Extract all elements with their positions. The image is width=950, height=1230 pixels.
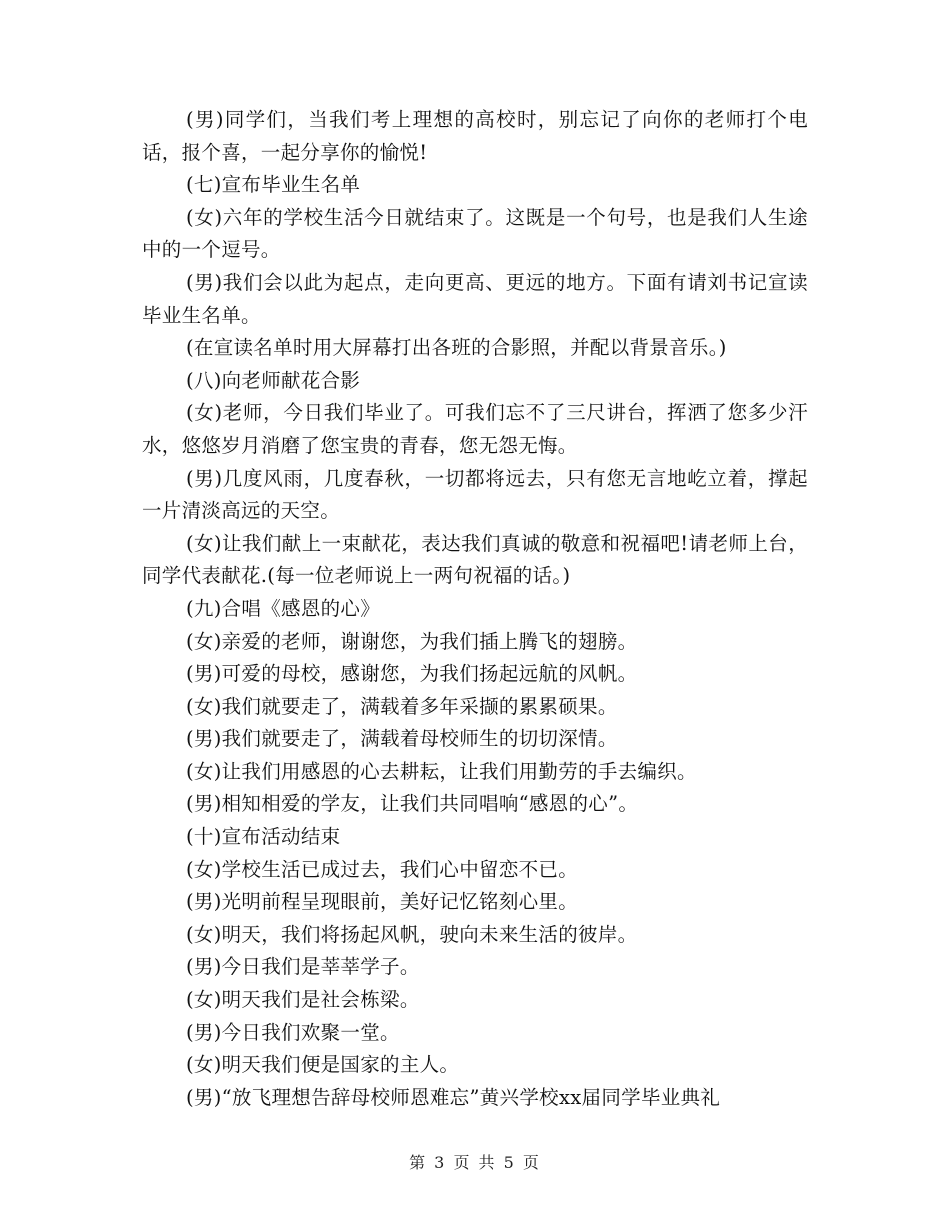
page-footer: 第 3 页 共 5 页	[409, 1153, 541, 1172]
paragraph: (男)我们会以此为起点，走向更高、更远的地方。下面有请刘书记宣读毕业生名单。	[142, 270, 808, 327]
paragraph: (女)让我们用感恩的心去耕耘，让我们用勤劳的手去编织。	[186, 759, 697, 783]
section-heading: (九)合唱《感恩的心》	[186, 596, 381, 620]
paragraph: (女)我们就要走了，满载着多年采撷的累累硕果。	[186, 694, 618, 718]
paragraph: (女)六年的学校生活今日就结束了。这既是一个句号，也是我们人生途中的一个逗号。	[142, 205, 808, 262]
paragraph: (男)我们就要走了，满载着母校师生的切切深情。	[186, 727, 618, 751]
paragraph: (男)“放飞理想告辞母校师恩难忘”黄兴学校xx届同学毕业典礼	[186, 1085, 721, 1109]
paragraph: (女)明天，我们将扬起风帆，驶向未来生活的彼岸。	[186, 922, 638, 946]
paragraph: (男)几度风雨，几度春秋，一切都将远去，只有您无言地屹立着，撑起一片清淡高远的天空。	[142, 466, 808, 523]
paragraph: (男)今日我们欢聚一堂。	[186, 1020, 400, 1044]
paragraph: (男)同学们，当我们考上理想的高校时，别忘记了向你的老师打个电话，报个喜，一起分享你的愉悦!	[142, 108, 808, 164]
paragraph: (在宣读名单时用大屏幕打出各班的合影照，并配以背景音乐。)	[186, 336, 727, 360]
paragraph: (男)可爱的母校，感谢您，为我们扬起远航的风帆。	[186, 662, 638, 686]
paragraph: (男)光明前程呈现眼前，美好记忆铭刻心里。	[186, 890, 579, 914]
section-heading: (七)宣布毕业生名单	[186, 173, 361, 197]
paragraph: (男)今日我们是莘莘学子。	[186, 955, 420, 979]
paragraph: (女)明天我们是社会栋梁。	[186, 988, 420, 1012]
paragraph: (女)明天我们便是国家的主人。	[186, 1053, 460, 1077]
paragraph: (女)老师，今日我们毕业了。可我们忘不了三尺讲台，挥洒了您多少汗水，悠悠岁月消磨了您宝贵的青春，您无怨无悔。	[142, 401, 808, 457]
paragraph: (男)相知相爱的学友，让我们共同唱响“感恩的心”。	[186, 792, 639, 816]
section-heading: (八)向老师献花合影	[186, 368, 361, 392]
paragraph: (女)让我们献上一束献花，表达我们真诚的敬意和祝福吧!请老师上台，同学代表献花.(每一位老师说上一两句祝福的话。)	[142, 531, 808, 588]
paragraph: (女)学校生活已成过去，我们心中留恋不已。	[186, 857, 579, 881]
paragraph: (女)亲爱的老师，谢谢您，为我们插上腾飞的翅膀。	[186, 629, 638, 653]
document-body	[142, 104, 808, 1114]
section-heading: (十)宣布活动结束	[186, 825, 341, 849]
